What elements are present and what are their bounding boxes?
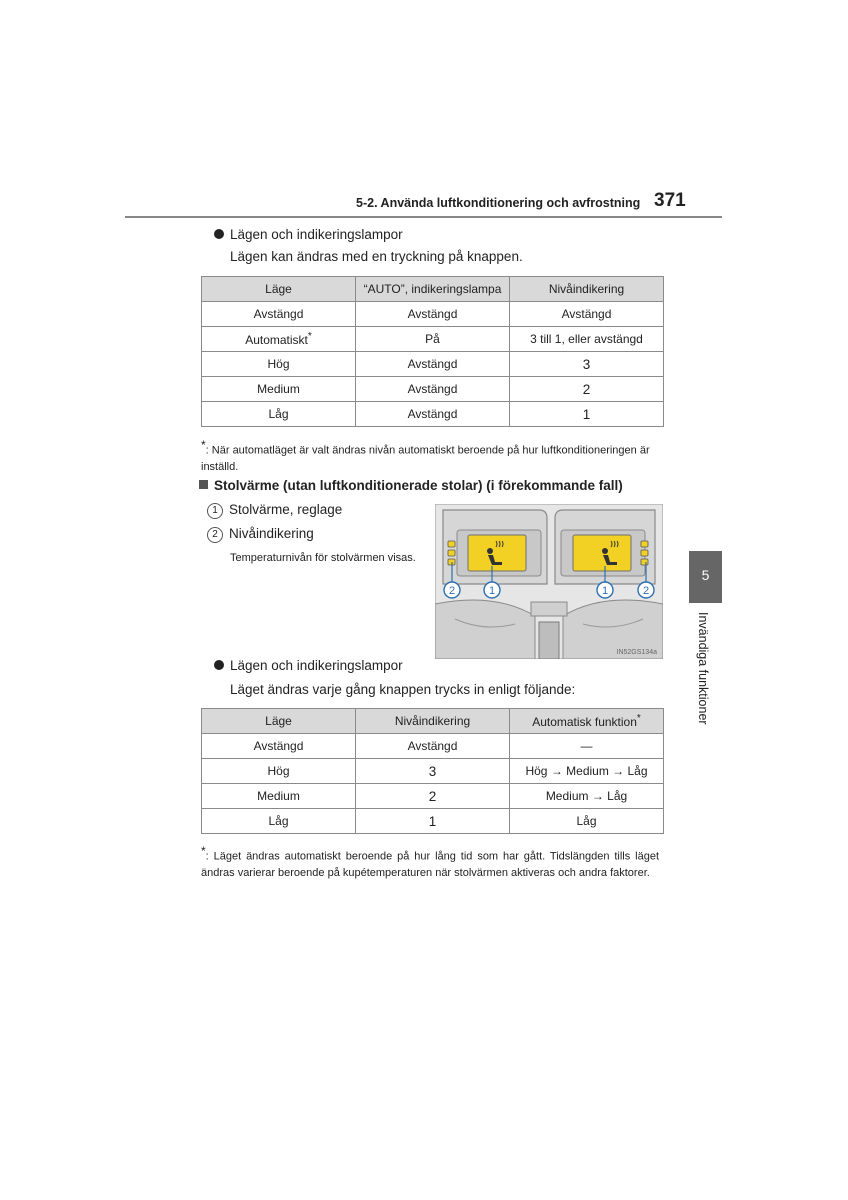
chapter-label: Invändiga funktioner bbox=[696, 612, 710, 725]
bullet-dot-icon bbox=[214, 660, 224, 670]
table-cell: 3 bbox=[510, 352, 664, 377]
footnote-marker: * bbox=[307, 331, 312, 342]
callout-2-left bbox=[444, 582, 460, 598]
callout-item-1 bbox=[207, 502, 342, 519]
table-cell bbox=[202, 327, 356, 352]
block1-intro: Lägen kan ändras med en tryckning på knappen. bbox=[230, 249, 523, 264]
table-row bbox=[202, 327, 664, 352]
table-row bbox=[202, 809, 664, 834]
page-number: 371 bbox=[654, 190, 686, 211]
table-cell: Medium → Låg bbox=[510, 784, 664, 809]
seat-heater-illustration bbox=[435, 504, 663, 659]
table-cell-text: Automatiskt bbox=[245, 333, 308, 347]
footnote-1 bbox=[201, 437, 663, 475]
table-row bbox=[202, 759, 664, 784]
modes-table-2 bbox=[201, 708, 664, 834]
footnote-2 bbox=[201, 843, 659, 881]
callout-1-left-number: 1 bbox=[488, 585, 496, 597]
modes-table-1 bbox=[201, 276, 664, 427]
bullet-heading-2-text: Lägen och indikeringslampor bbox=[230, 658, 403, 673]
table-cell: På bbox=[356, 327, 510, 352]
table-cell: Avstängd bbox=[510, 302, 664, 327]
table-row bbox=[202, 352, 664, 377]
table-cell: 2 bbox=[510, 377, 664, 402]
table-cell: Låg bbox=[202, 809, 356, 834]
table-cell: 3 till 1, eller avstängd bbox=[510, 327, 664, 352]
callout-2-right bbox=[638, 582, 654, 598]
footnote-marker: * bbox=[636, 713, 641, 724]
section-heading-text: Stolvärme (utan luftkonditionerade stolar) (i förekommande fall) bbox=[214, 478, 623, 493]
table-header-cell: Nivåindikering bbox=[510, 277, 664, 302]
callout-item-2-label: Nivåindikering bbox=[229, 526, 314, 541]
table-header-row bbox=[202, 277, 664, 302]
circled-number-2-icon: 2 bbox=[207, 527, 223, 543]
image-code: IN52GS134a bbox=[616, 649, 657, 656]
circled-number-1-icon: 1 bbox=[207, 503, 223, 519]
table-cell: Avstängd bbox=[356, 377, 510, 402]
footnote-marker: * bbox=[201, 438, 206, 452]
bullet-dot-icon bbox=[214, 229, 224, 239]
callout-1-right-number: 1 bbox=[601, 585, 609, 597]
table-header-text: Automatisk funktion bbox=[532, 715, 637, 729]
table-cell: 1 bbox=[510, 402, 664, 427]
callout-item-1-label: Stolvärme, reglage bbox=[229, 502, 343, 517]
table-cell: 3 bbox=[356, 759, 510, 784]
callout-2-right-number: 2 bbox=[642, 585, 650, 597]
table-cell: Låg bbox=[202, 402, 356, 427]
table-header-cell: “AUTO”, indikeringslampa bbox=[356, 277, 510, 302]
table-cell: Avstängd bbox=[356, 734, 510, 759]
table-cell: Medium bbox=[202, 377, 356, 402]
table-header-cell: Läge bbox=[202, 277, 356, 302]
table-header-cell bbox=[510, 709, 664, 734]
table-row bbox=[202, 784, 664, 809]
table-header-cell: Nivåindikering bbox=[356, 709, 510, 734]
table-cell: Hög bbox=[202, 352, 356, 377]
table-row bbox=[202, 734, 664, 759]
callout-1-left bbox=[484, 582, 500, 598]
callout-1-right bbox=[597, 582, 613, 598]
running-header-section: 5-2. Använda luftkonditionering och avfrostning bbox=[356, 196, 641, 210]
header-rule bbox=[125, 216, 722, 218]
square-bullet-icon bbox=[199, 480, 208, 489]
table-cell: Avstängd bbox=[356, 402, 510, 427]
table-row bbox=[202, 402, 664, 427]
bullet-heading-1 bbox=[214, 227, 403, 242]
table-cell: Låg bbox=[510, 809, 664, 834]
bullet-heading-1-text: Lägen och indikeringslampor bbox=[230, 227, 403, 242]
table-cell: Avstängd bbox=[202, 734, 356, 759]
table-cell: Avstängd bbox=[202, 302, 356, 327]
callout-item-2 bbox=[207, 526, 314, 543]
table-cell: — bbox=[510, 734, 664, 759]
chapter-tab: 5 bbox=[689, 551, 722, 603]
table-cell: Hög bbox=[202, 759, 356, 784]
callout-2-left-number: 2 bbox=[448, 585, 456, 597]
callout-item-2-description: Temperaturnivån för stolvärmen visas. bbox=[230, 552, 416, 564]
footnote-marker: * bbox=[201, 844, 206, 858]
table-header-cell: Läge bbox=[202, 709, 356, 734]
table-row bbox=[202, 377, 664, 402]
bullet-heading-2 bbox=[214, 658, 403, 673]
table-header-row bbox=[202, 709, 664, 734]
table-cell: Avstängd bbox=[356, 302, 510, 327]
footnote-1-text: : När automatläget är valt ändras nivån automatiskt beroende på hur luftkonditioneringen är inställd. bbox=[201, 444, 650, 473]
block2-intro: Läget ändras varje gång knappen trycks in enligt följande: bbox=[230, 682, 576, 697]
table-cell: Hög → Medium → Låg bbox=[510, 759, 664, 784]
table-cell: Avstängd bbox=[356, 352, 510, 377]
table-cell: Medium bbox=[202, 784, 356, 809]
table-row bbox=[202, 302, 664, 327]
section-heading bbox=[199, 478, 623, 493]
footnote-2-text: : Läget ändras automatiskt beroende på hur lång tid som har gått. Tidslängden tills läget ändras varierar beroende på kupétemperaturen när stolvärmen aktiveras och andra faktorer. bbox=[201, 850, 659, 879]
table-cell: 1 bbox=[356, 809, 510, 834]
table-cell: 2 bbox=[356, 784, 510, 809]
